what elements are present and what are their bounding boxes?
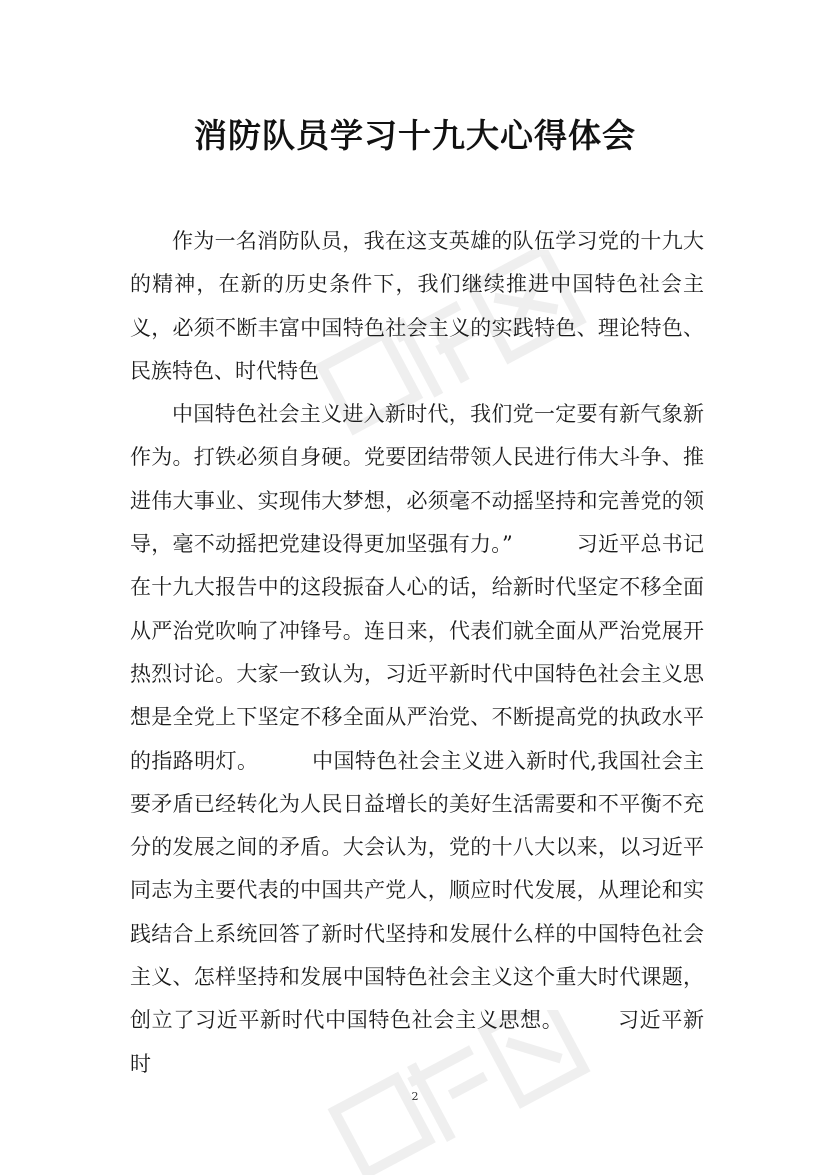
document-title: 消防队员学习十九大心得体会 [194,116,636,155]
paragraph: 作为一名消防队员，我在这支英雄的队伍学习党的十九大的精神，在新的历史条件下，我们继续推进中国特色社会主义，必须不断丰富中国特色社会主义的实践特色、理论特色、民族特色、时代特色 [130,229,704,383]
document-body [130,220,704,1086]
paragraph: 中国特色社会主义进入新时代，我们党一定要有新气象新作为。打铁必须自身硬。党要团结带领人民进行伟大斗争、推进伟大事业、实现伟大梦想，必须毫不动摇坚持和完善党的领导，毫不动摇把党建设得更加坚强有力。” 习近平总书记在十九大报告中的这段振奋人心的话，给新时代坚定不移全面从严治党吹响了冲锋号。连日来，代表们就全面从严治党展开热烈讨论。大家一致认为，习近平新时代中国特色社会主义思想是全党上下坚定不移全面从严治党、不断提高党的执政水平的指路明灯。 中国特色社会主义进入新时代,我国社会主要矛盾已经转化为人民日益增长的美好生活需要和不平衡不充分的发展之间的矛盾。大会认为，党的十八大以来，以习近平同志为主要代表的中国共产党人，顺应时代发展，从理论和实践结合上系统回答了新时代坚持和发展什么样的中国特色社会主义、怎样坚持和发展中国特色社会主义这个重大时代课题，创立了习近平新时代中国特色社会主义思想。 习近平新时 [130,402,704,1076]
page-number: 2 [411,1090,419,1103]
